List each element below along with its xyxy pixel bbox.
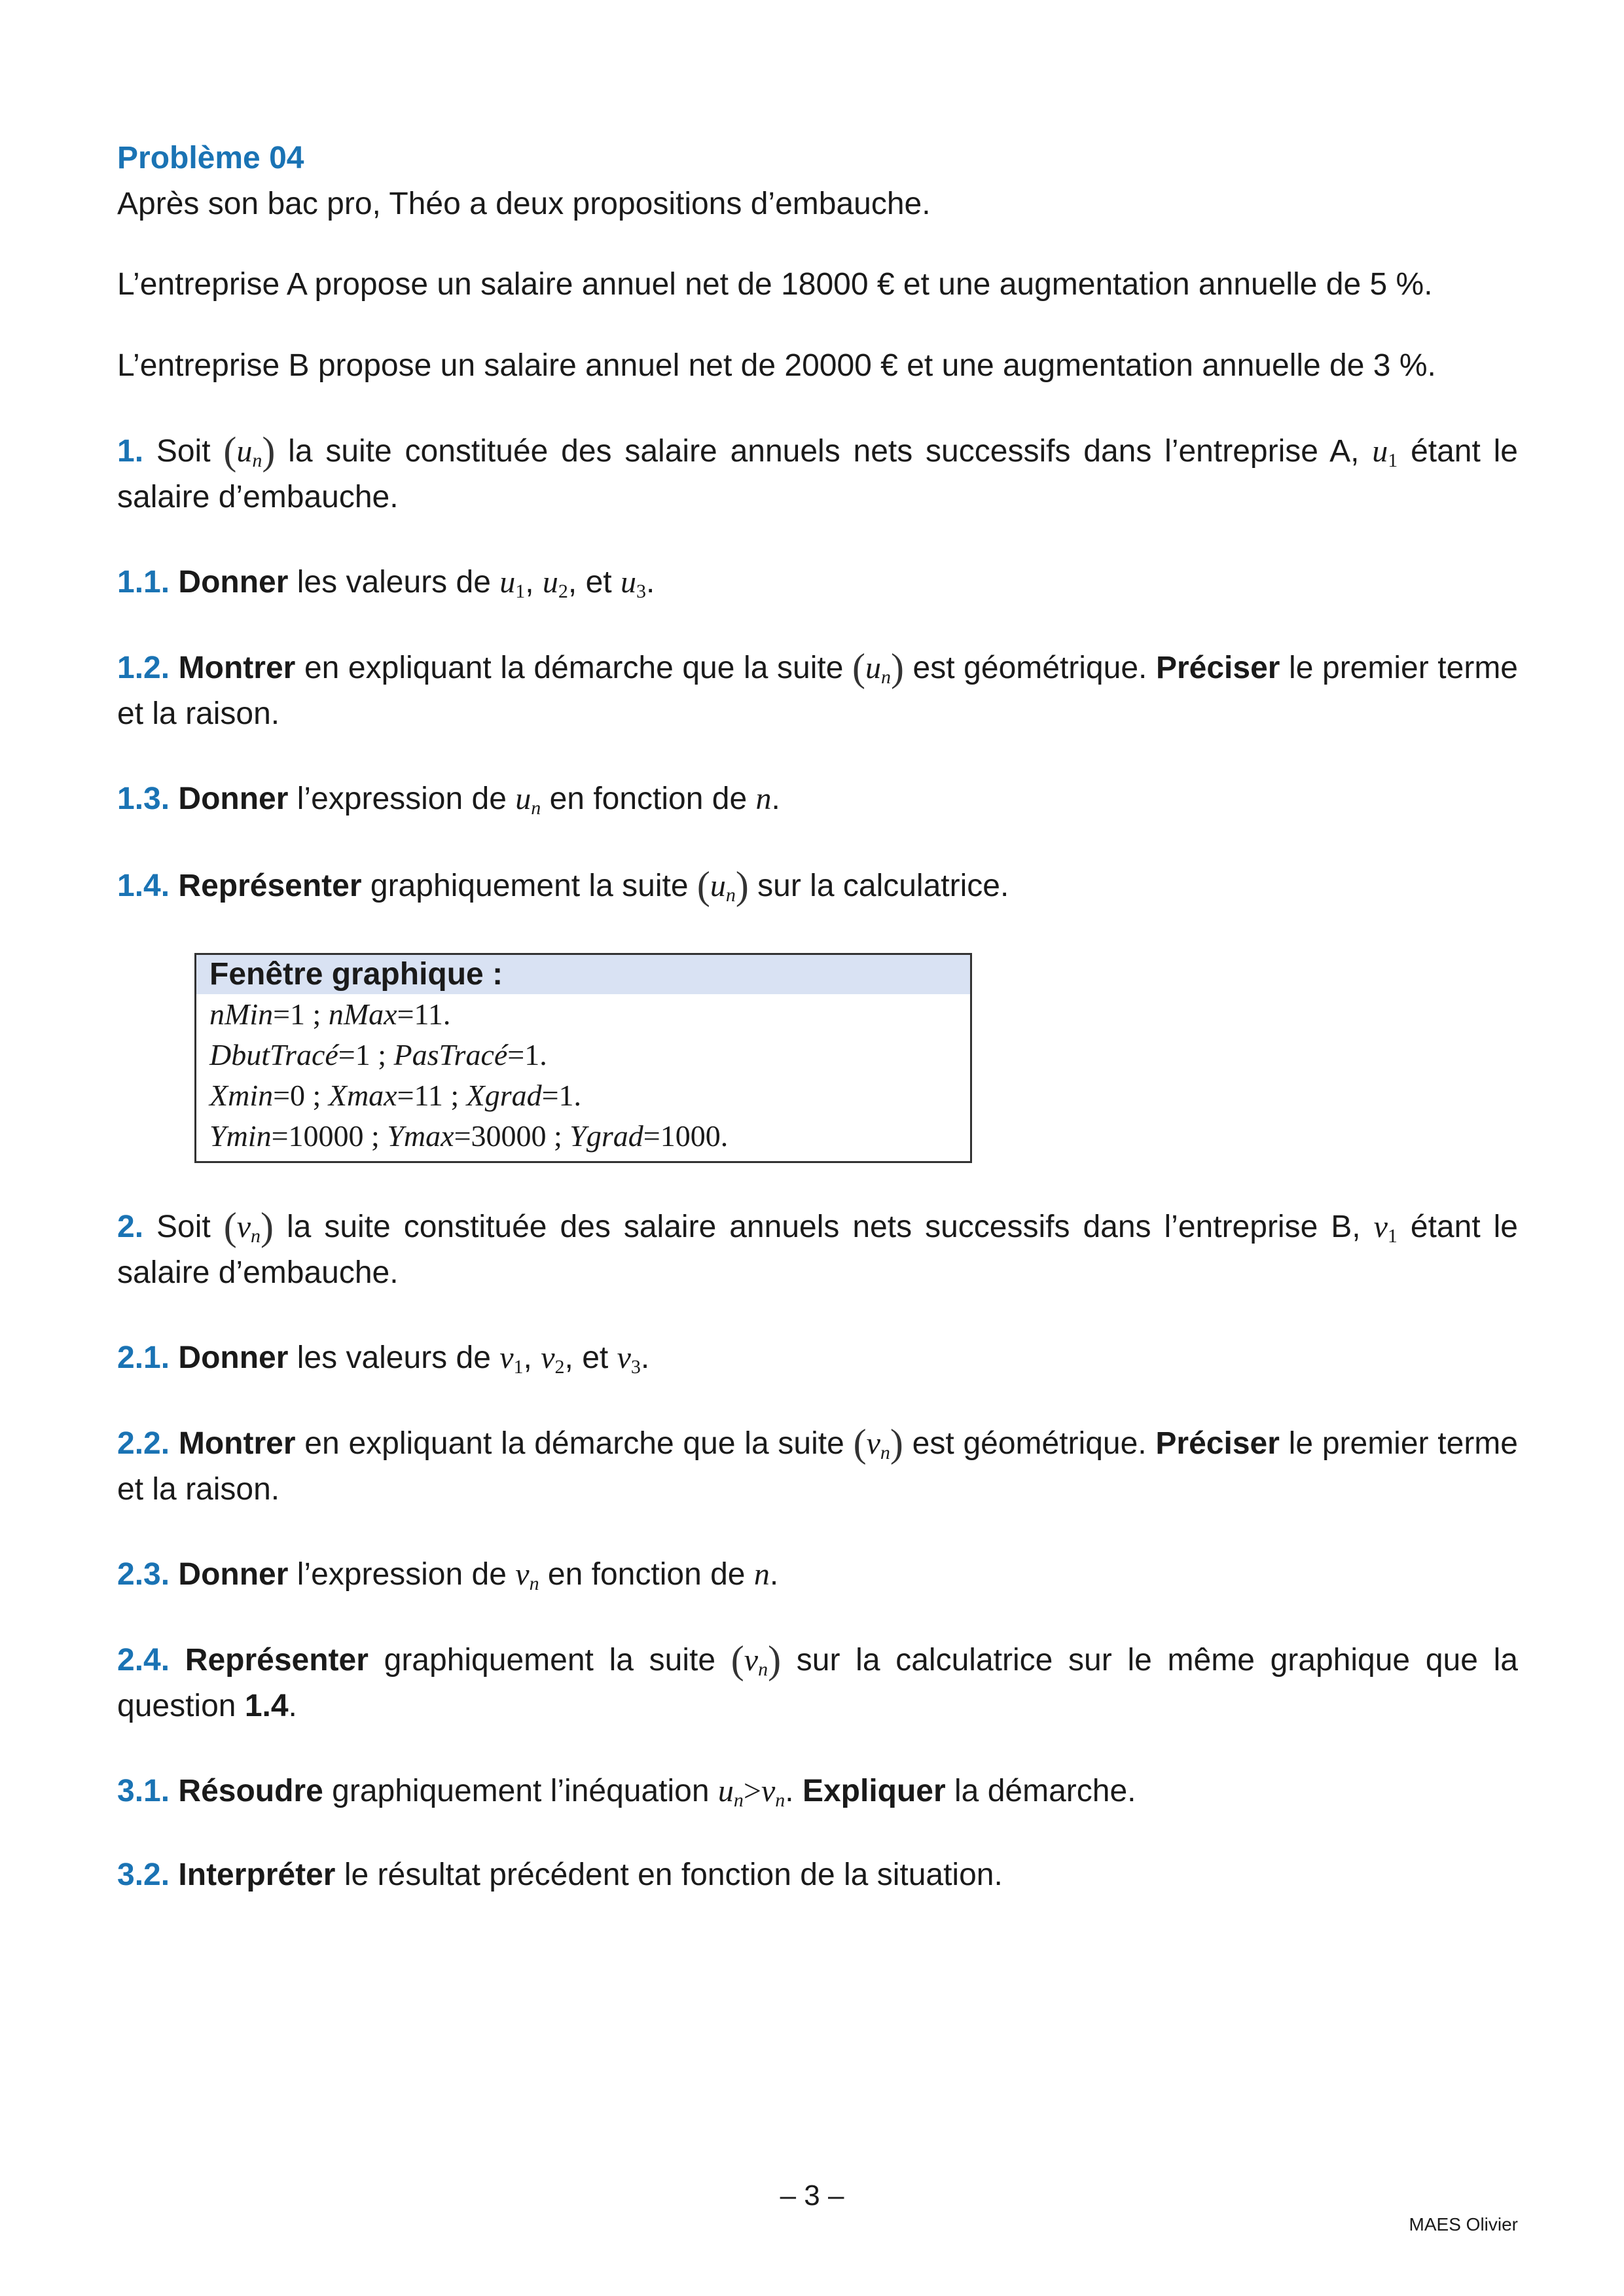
question-1-1: 1.1. Donner les valeurs de $u_1$, $u_2$, et $u_3$. bbox=[117, 565, 655, 602]
inequation: $u_n>v_n$ bbox=[717, 1774, 785, 1811]
question-2-2: 2.2. Montrer en expliquant la démarche que la suite $(v_n)$ est géométrique. Préciser le premier terme et la raison. bbox=[117, 1422, 1518, 1507]
sequence-u: $(u_n)$ bbox=[852, 646, 904, 689]
question-1-4: 1.4. Représenter graphiquement la suite $(u_n)$ sur la calculatrice. bbox=[117, 864, 1009, 907]
problem-title: Problème 04 bbox=[117, 141, 304, 175]
page-number: – 3 – bbox=[780, 2179, 844, 2212]
question-number: 1. bbox=[117, 434, 144, 469]
sequence-u: $(u_n)$ bbox=[223, 429, 276, 473]
question-1: 1. Soit $(u_n)$ la suite constituée des salaire annuels nets successifs dans l’entreprise A, $u_1$ étant le salaire d’embauche. bbox=[117, 429, 1519, 514]
question-2-4: 2.4. Représenter graphiquement la suite $(v_n)$ sur la calculatrice sur le même graphique que la question 1.4. bbox=[117, 1638, 1518, 1723]
question-3-1: 3.1. Résoudre graphiquement l’inéquation $u_n>v_n$. Expliquer la démarche. bbox=[117, 1774, 1136, 1811]
sequence-v: $(v_n)$ bbox=[223, 1205, 274, 1248]
company-a-text: L’entreprise A propose un salaire annuel net de 18000 € et une augmentation annuelle de 5 %. bbox=[117, 267, 1433, 302]
terms-v: $v_1$ bbox=[499, 1340, 524, 1378]
term-v1: $v_1$ bbox=[1373, 1210, 1398, 1247]
term-un: $u_n$ bbox=[515, 781, 541, 819]
question-2-1: 2.1. Donner les valeurs de $v_1$, $v_2$, et $v_3$. bbox=[117, 1340, 650, 1378]
question-2: 2. Soit $(v_n)$ la suite constituée des salaire annuels nets successifs dans l’entreprise B, $v_1$ étant le salaire d’embauche. bbox=[117, 1205, 1519, 1290]
company-b-text: L’entreprise B propose un salaire annuel net de 20000 € et une augmentation annuelle de 3 %. bbox=[117, 348, 1436, 383]
box-line-y: Ymin=10000 ; Ymax=30000 ; Ygrad=1000. bbox=[209, 1119, 729, 1153]
box-line-n: nMin=1 ; nMax=11. bbox=[209, 997, 451, 1031]
question-2-3: 2.3. Donner l’expression de $v_n$ en fonction de n. bbox=[117, 1557, 779, 1594]
sequence-u: $(u_n)$ bbox=[696, 864, 749, 907]
instruction-verb: Donner bbox=[178, 565, 289, 600]
intro-text: Après son bac pro, Théo a deux propositions d’embauche. bbox=[117, 187, 931, 221]
question-3-2: 3.2. Interpréter le résultat précédent en fonction de la situation. bbox=[117, 1857, 1003, 1892]
sequence-v: $(v_n)$ bbox=[853, 1422, 903, 1465]
term-u1: $u_1$ bbox=[1372, 434, 1398, 471]
sequence-v: $(v_n)$ bbox=[731, 1638, 782, 1681]
box-line-x: Xmin=0 ; Xmax=11 ; Xgrad=1. bbox=[209, 1079, 582, 1112]
question-1-2: 1.2. Montrer en expliquant la démarche que la suite $(u_n)$ est géométrique. Préciser le premier terme et la raison. bbox=[117, 646, 1519, 731]
author-name: MAES Olivier bbox=[1409, 2214, 1518, 2234]
terms-u: $u_1$ bbox=[499, 565, 526, 602]
question-1-3: 1.3. Donner l’expression de $u_n$ en fonction de n. bbox=[117, 781, 780, 819]
box-header: Fenêtre graphique : bbox=[196, 955, 970, 994]
box-line-trace: DbutTracé=1 ; PasTracé=1. bbox=[209, 1038, 547, 1071]
term-vn: $v_n$ bbox=[515, 1557, 539, 1594]
graphic-window-box bbox=[194, 953, 972, 1163]
